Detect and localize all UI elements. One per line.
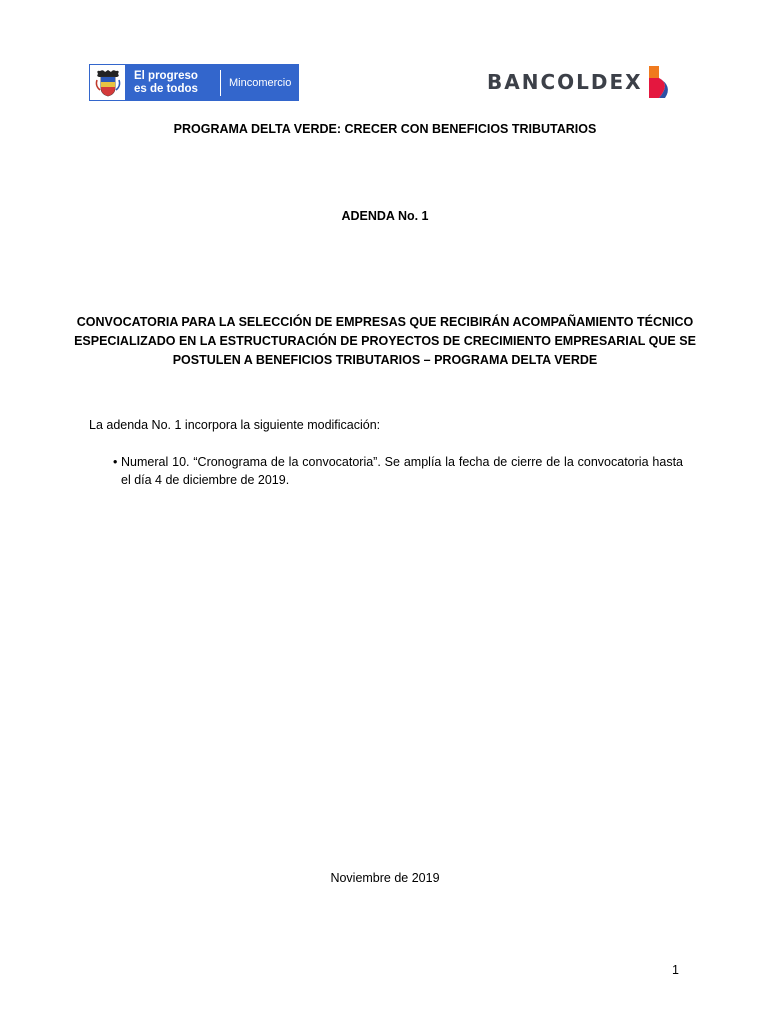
bullet-icon: • — [113, 455, 118, 469]
list-item — [89, 453, 683, 489]
logo-divider — [220, 70, 221, 96]
convocatoria-line: CONVOCATORIA PARA LA SELECCIÓN DE EMPRESAS QUE RECIBIRÁN ACOMPAÑAMIENTO TÉCNICO — [76, 315, 694, 329]
convocatoria-heading — [0, 313, 770, 370]
intro-paragraph: La adenda No. 1 incorpora la siguiente modificación: — [89, 418, 381, 432]
modification-list — [89, 453, 683, 489]
ministry-name: Mincomercio — [229, 76, 292, 89]
colombia-coat-of-arms-icon — [89, 64, 126, 101]
list-item-text: Numeral 10. “Cronograma de la convocatoria”. Se amplía la fecha de cierre de la convocatoria hasta el día 4 de diciembre de 2019. — [121, 455, 683, 487]
gobierno-logo — [89, 64, 299, 101]
slogan-line-2: es de todos — [134, 82, 198, 95]
adenda-heading: ADENDA No. 1 — [341, 209, 429, 223]
bancoldex-mark-icon — [647, 64, 673, 100]
document-title: PROGRAMA DELTA VERDE: CRECER CON BENEFICIOS TRIBUTARIOS — [173, 122, 597, 136]
slogan-line-1: El progreso — [134, 69, 198, 82]
convocatoria-line: ESPECIALIZADO EN LA ESTRUCTURACIÓN DE PROYECTOS DE CRECIMIENTO EMPRESARIAL QUE SE — [74, 334, 696, 348]
bancoldex-logo — [487, 64, 673, 100]
slogan — [126, 70, 220, 96]
convocatoria-line: POSTULEN A BENEFICIOS TRIBUTARIOS – PROGRAMA DELTA VERDE — [172, 353, 598, 367]
page-number: 1 — [672, 963, 679, 977]
bancoldex-wordmark: BANCOLDEX — [487, 70, 643, 94]
document-date: Noviembre de 2019 — [330, 871, 440, 885]
